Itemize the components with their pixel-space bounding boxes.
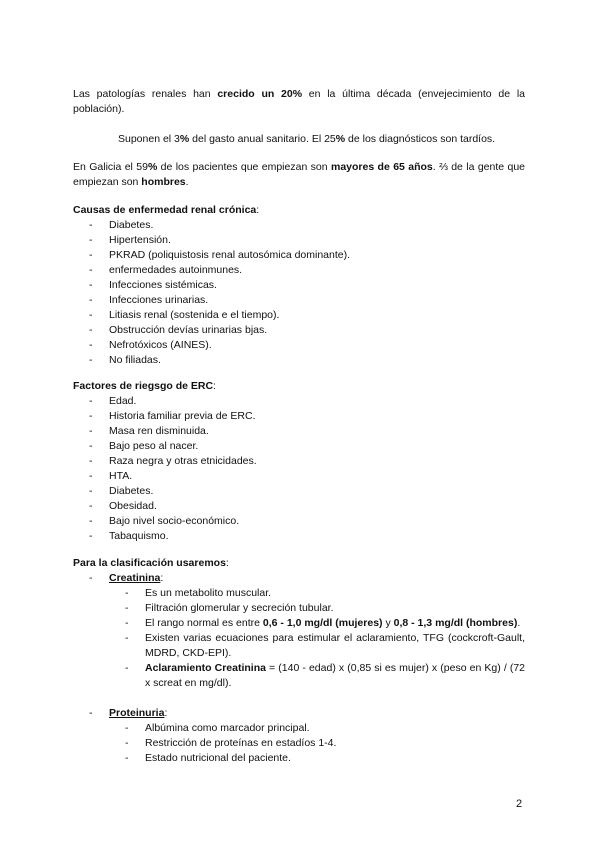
- section-causas: [73, 203, 525, 368]
- sub-list-item: [73, 616, 525, 631]
- section-heading: [73, 556, 525, 571]
- page-number: 2: [516, 798, 523, 810]
- list-item: - No filiadas.: [73, 353, 525, 368]
- list-item: - Edad.: [73, 394, 525, 409]
- list-item: - enfermedades autoinmunes.: [73, 263, 525, 278]
- list-item: - Diabetes.: [73, 484, 525, 499]
- list-item: - HTA.: [73, 469, 525, 484]
- list-item: - Bajo peso al nacer.: [73, 439, 525, 454]
- intro-paragraph-cost: [118, 132, 538, 147]
- proteinuria-label: Proteinuria: [109, 707, 165, 719]
- text: .: [185, 176, 189, 188]
- text: Las patologías renales han: [73, 88, 218, 100]
- bold-text: 0,6 - 1,0 mg/dl (mujeres): [262, 617, 383, 629]
- list-item: - Diabetes.: [73, 218, 525, 233]
- list-item: - Bajo nivel socio-económico.: [73, 514, 525, 529]
- list-item: - Infecciones urinarias.: [73, 293, 525, 308]
- list-item: - Masa ren disminuida.: [73, 424, 525, 439]
- intro-paragraph-galicia: [73, 160, 525, 190]
- sub-list-item: - Albúmina como marcador principal.: [73, 721, 525, 736]
- section-factores: [73, 379, 525, 544]
- bold-text: %: [335, 133, 346, 145]
- text: El rango normal es entre: [145, 617, 263, 629]
- label-colon: :: [164, 707, 168, 719]
- list-item: - Obesidad.: [73, 499, 525, 514]
- bold-text: Aclaramiento Creatinina: [145, 662, 266, 674]
- bold-text: 0,8 - 1,3 mg/dl (hombres): [393, 617, 518, 629]
- clasificacion-list-2: [73, 706, 525, 721]
- section-heading: [73, 203, 525, 218]
- section-heading: [73, 379, 525, 394]
- heading-text: Factores de riegsgo de ERC: [73, 380, 214, 392]
- proteinuria-sublist: [73, 721, 525, 766]
- factores-list: [73, 394, 525, 544]
- list-item: - Obstrucción devías urinarias bjas.: [73, 323, 525, 338]
- bold-text: crecido un 20%: [217, 88, 303, 100]
- list-item: - PKRAD (poliquistosis renal autosómica dominante).: [73, 248, 525, 263]
- heading-text: Causas de enfermedad renal crónica: [73, 204, 257, 216]
- text: en la última década (envejecimiento de la población).: [73, 88, 525, 115]
- bold-text: %: [179, 133, 190, 145]
- list-item: - Tabaquismo.: [73, 529, 525, 544]
- creatinina-label: Creatinina: [109, 572, 161, 584]
- text: Suponen el 3: [118, 133, 180, 145]
- list-item: - Hipertensión.: [73, 233, 525, 248]
- label-colon: :: [160, 572, 164, 584]
- sub-list-item: - Filtración glomerular y secreción tubular.: [73, 601, 525, 616]
- sub-list-item: - Existen varias ecuaciones para estimular el aclaramiento, TFG (cockcroft-Gault, MDRD, CKD-EPI).: [73, 631, 525, 661]
- section-clasificacion: [73, 556, 525, 766]
- text: = (140 - edad) x (0,85 si es mujer) x (peso en Kg) / (72 x screat en mg/dl).: [145, 662, 525, 689]
- heading-colon: :: [225, 557, 229, 569]
- bold-text: hombres: [141, 176, 186, 188]
- heading-colon: :: [213, 380, 216, 392]
- text: y: [382, 617, 394, 629]
- heading-text: Para la clasificación usaremos: [73, 557, 226, 569]
- list-item: - Litiasis renal (sostenida e el tiempo).: [73, 308, 525, 323]
- sub-list-item: [73, 661, 525, 691]
- heading-colon: :: [256, 204, 260, 216]
- sub-list-item: - Es un metabolito muscular.: [73, 586, 525, 601]
- intro-paragraph-growth: [73, 87, 525, 117]
- list-item: - Historia familiar previa de ERC.: [73, 409, 525, 424]
- bold-text: mayores de 65 años: [330, 161, 433, 173]
- text: . ⅔ de la gente que empiezan son: [73, 161, 525, 188]
- list-item: - Infecciones sistémicas.: [73, 278, 525, 293]
- sub-list-item: - Estado nutricional del paciente.: [73, 751, 525, 766]
- text: En Galicia el 59: [73, 161, 148, 173]
- sub-list-item: - Restricción de proteínas en estadíos 1-4.: [73, 736, 525, 751]
- list-item: - Raza negra y otras etnicidades.: [73, 454, 525, 469]
- list-item-creatinina: [73, 571, 525, 586]
- clasificacion-list: [73, 571, 525, 586]
- bold-text: %: [147, 161, 158, 173]
- text: .: [517, 617, 521, 629]
- creatinina-sublist: [73, 586, 525, 691]
- text: de los diagnósticos son tardíos.: [345, 133, 496, 145]
- list-item: - Nefrotóxicos (AINES).: [73, 338, 525, 353]
- causas-list: [73, 218, 525, 368]
- spacer: [73, 691, 525, 706]
- list-item-proteinuria: [73, 706, 525, 721]
- text: del gasto anual sanitario. El 25: [189, 133, 336, 145]
- text: de los pacientes que empiezan son: [157, 161, 331, 173]
